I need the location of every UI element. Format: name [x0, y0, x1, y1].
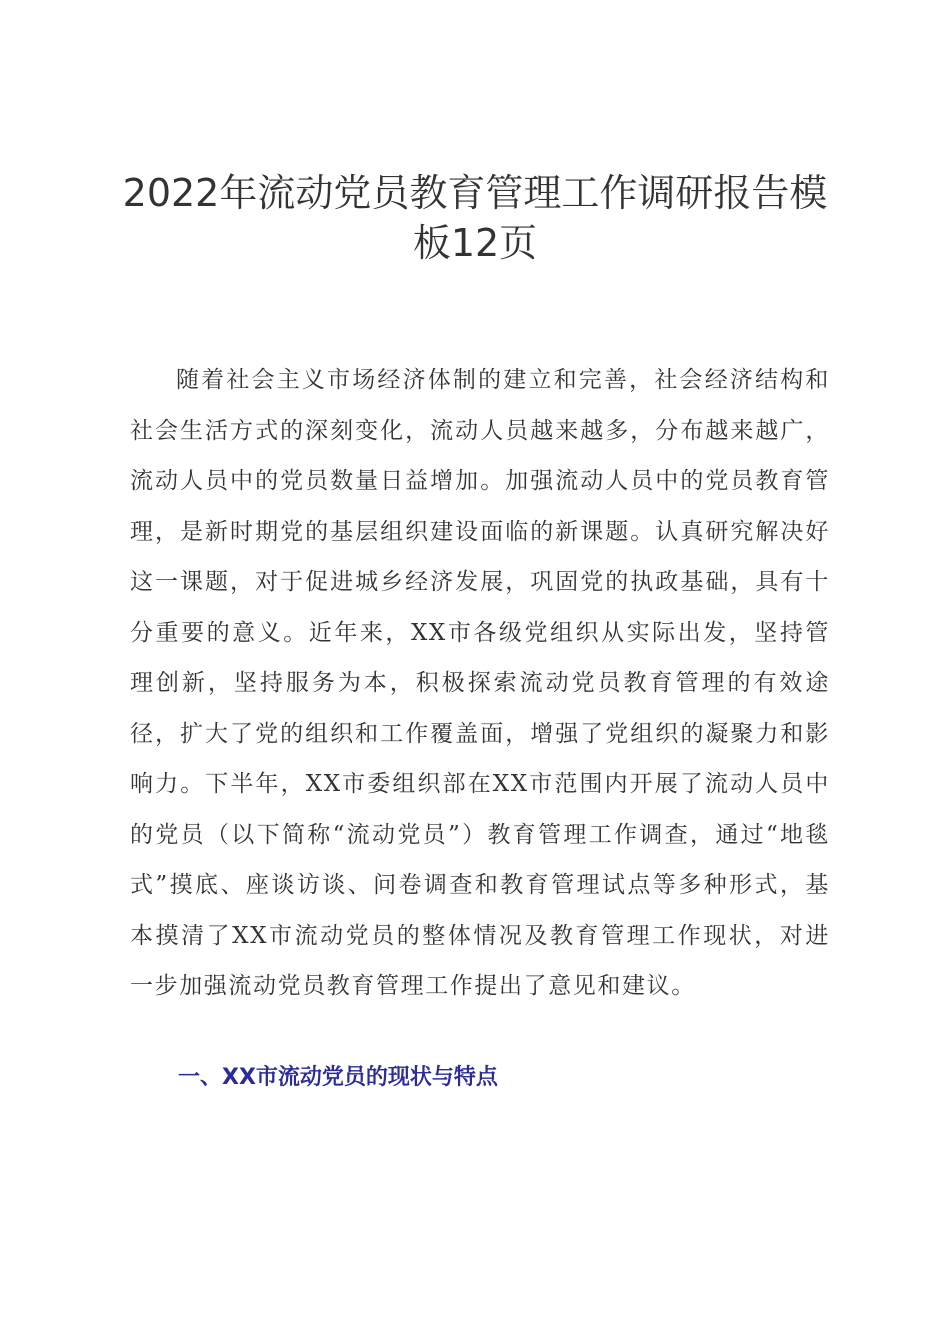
- intro-paragraph: 随着社会主义市场经济体制的建立和完善，社会经济结构和社会生活方式的深刻变化，流动人员越来越多，分布越来越广，流动人员中的党员数量日益增加。加强流动人员中的党员教育管理，是新时期党的基层组织建设面临的新课题。认真研究解决好这一课题，对于促进城乡经济发展，巩固党的执政基础，具有十分重要的意义。近年来，XX市各级党组织从实际出发，坚持管理创新，坚持服务为本，积极探索流动党员教育管理的有效途径，扩大了党的组织和工作覆盖面，增强了党组织的凝聚力和影响力。下半年，XX市委组织部在XX市范围内开展了流动人员中的党员（以下简称“流动党员”）教育管理工作调查，通过“地毯式”摸底、座谈访谈、问卷调查和教育管理试点等多种形式，基本摸清了XX市流动党员的整体情况及教育管理工作现状，对进一步加强流动党员教育管理工作提出了意见和建议。: [130, 367, 830, 999]
- document-title: 2022年流动党员教育管理工作调研报告模板12页: [122, 171, 828, 265]
- section-heading: 一、XX市流动党员的现状与特点: [178, 1065, 498, 1090]
